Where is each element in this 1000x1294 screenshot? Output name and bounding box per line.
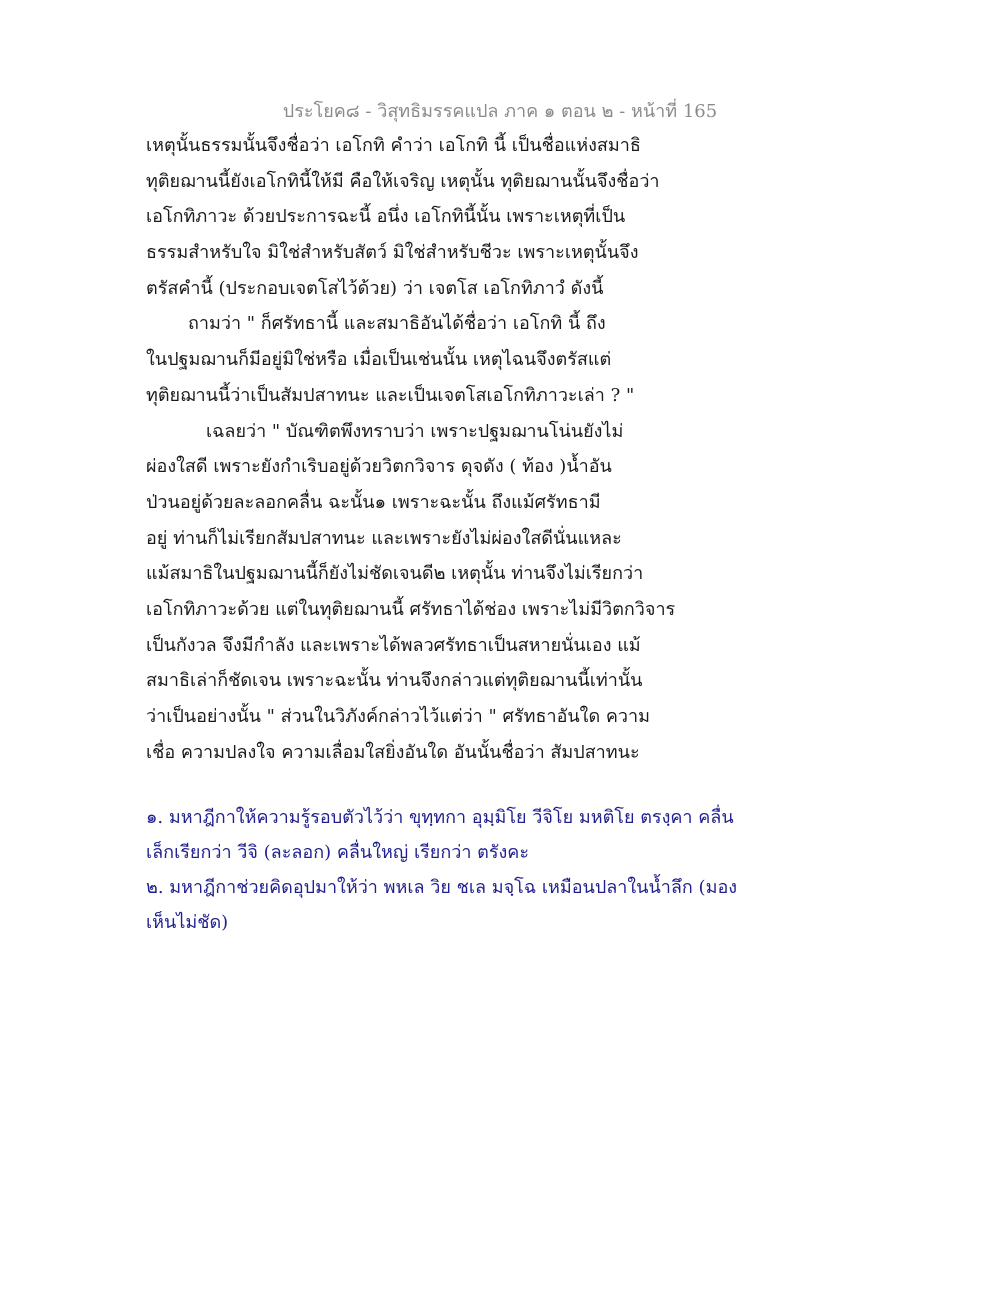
text-line: แม้สมาธิในปฐมฌานนี้ก็ยังไม่ชัดเจนดี๒ เหตุนั้น ท่านจึงไม่เรียกว่า xyxy=(146,563,644,585)
text-line: ในปฐมฌานก็มีอยู่มิใช่หรือ เมื่อเป็นเช่นนั้น เหตุไฉนจึงตรัสแต่ xyxy=(146,349,612,371)
main-text xyxy=(146,128,766,770)
text-line: เฉลยว่า " บัณฑิตพึงทราบว่า เพราะปฐมฌานโน่นยังไม่ xyxy=(206,420,624,442)
text-line: ถามว่า " ก็ศรัทธานี้ และสมาธิอันได้ชื่อว่า เอโกทิ นี้ ถึง xyxy=(188,313,606,335)
footnote-line: เห็นไม่ชัด) xyxy=(146,912,229,933)
page-header: ประโยค๘ - วิสุทธิมรรคแปล ภาค ๑ ตอน ๒ - หน้าที่ 165 xyxy=(282,101,718,122)
text-line: เอโกทิภาวะ ด้วยประการฉะนี้ อนึ่ง เอโกทินี้นั้น เพราะเหตุที่เป็น xyxy=(146,206,626,228)
text-line: ป่วนอยู่ด้วยละลอกคลื่น ฉะนั้น๑ เพราะฉะนั้น ถึงแม้ศรัทธามี xyxy=(146,491,601,513)
text-line: สมาธิเล่าก็ชัดเจน เพราะฉะนั้น ท่านจึงกล่าวแต่ทุติยฌานนี้เท่านั้น xyxy=(146,670,643,692)
text-line: เหตุนั้นธรรมนั้นจึงชื่อว่า เอโกทิ คำว่า เอโกทิ นี้ เป็นชื่อแห่งสมาธิ xyxy=(146,135,641,156)
text-line: ผ่องใสดี เพราะยังกำเริบอยู่ด้วยวิตกวิจาร ดุจดัง ( ท้อง )น้ำอัน xyxy=(146,456,612,478)
text-line: ธรรมสำหรับใจ มิใช่สำหรับสัตว์ มิใช่สำหรับชีวะ เพราะเหตุนั้นจึง xyxy=(146,242,639,264)
text-line: เชื่อ ความปลงใจ ความเลื่อมใสยิ่งอันใด อันนั้นชื่อว่า สัมปสาทนะ xyxy=(146,741,640,763)
text-line: ตรัสคำนี้ (ประกอบเจตโสไว้ด้วย) ว่า เจตโส เอโกทิภาวํ ดังนี้ xyxy=(146,277,604,299)
text-line: อยู่ ท่านก็ไม่เรียกสัมปสาทนะ และเพราะยังไม่ผ่องใสดีนั่นแหละ xyxy=(146,527,622,549)
text-line: ว่าเป็นอย่างนั้น " ส่วนในวิภังค์กล่าวไว้แต่ว่า " ศรัทธาอันใด ความ xyxy=(146,706,650,727)
footnote-line: ๑. มหาฎีกาให้ความรู้รอบตัวไว้ว่า ขุทฺทกา อุมฺมิโย วีจิโย มหติโย ตรงฺคา คลื่น xyxy=(146,807,734,828)
text-line: ทุติยฌานนี้ว่าเป็นสัมปสาทนะ และเป็นเจตโสเอโกทิภาวะเล่า ? " xyxy=(146,384,635,406)
footnote-line: ๒. มหาฎีกาช่วยคิดอุปมาให้ว่า พหเล วิย ชเล มจฺโฉ เหมือนปลาในน้ำลึก (มอง xyxy=(146,877,738,898)
text-line: ทุติยฌานนี้ยังเอโกทินี้ให้มี คือให้เจริญ เหตุนั้น ทุติยฌานนั้นจึงชื่อว่า xyxy=(146,170,660,192)
footnotes xyxy=(146,800,766,940)
text-line: เป็นกังวล จึงมีกำลัง และเพราะได้พลวศรัทธาเป็นสหายนั่นเอง แม้ xyxy=(146,634,641,656)
text-line: เอโกทิภาวะด้วย แต่ในทุติยฌานนี้ ศรัทธาได้ช่อง เพราะไม่มีวิตกวิจาร xyxy=(146,598,676,620)
footnote-line: เล็กเรียกว่า วีจิ (ละลอก) คลื่นใหญ่ เรียกว่า ตรังคะ xyxy=(146,842,530,863)
